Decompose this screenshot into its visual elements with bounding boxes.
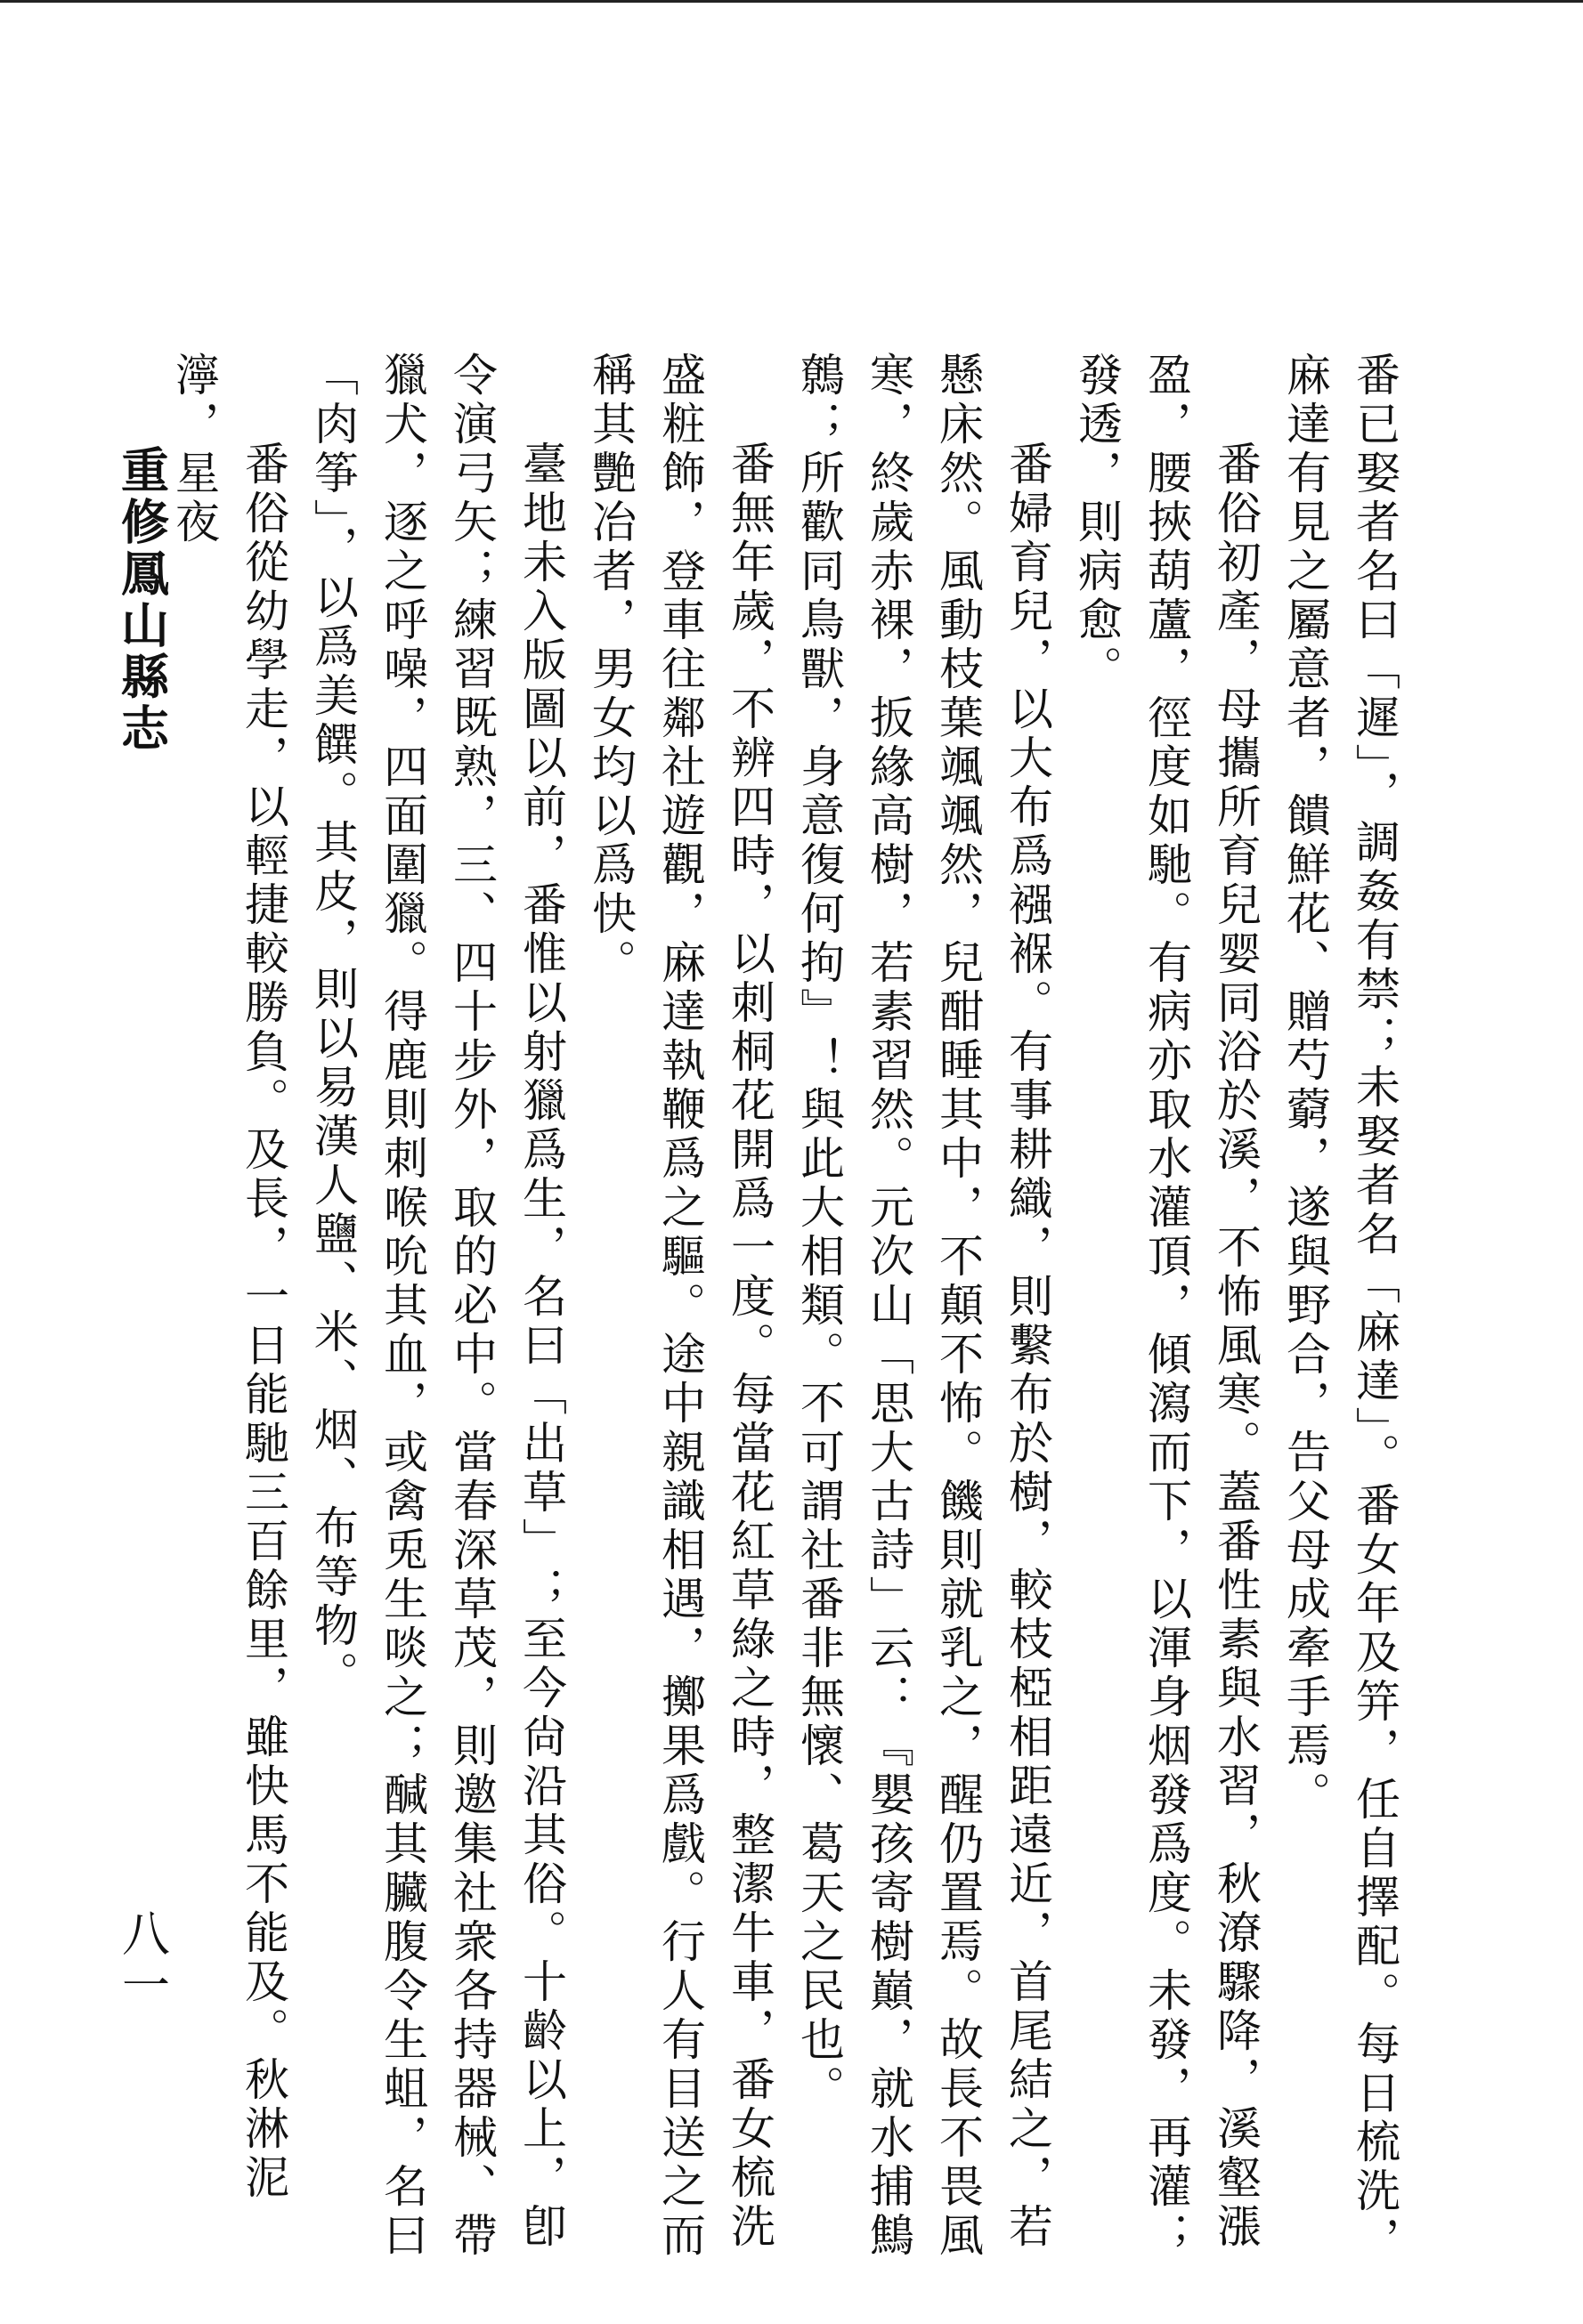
book-title: 重修鳳山縣志 (113, 445, 171, 755)
paragraph: 番俗初產，母攜所育兒婴同浴於溪，不怖風寒。蓋番性素與水習，秋潦驟降，溪壑漲盈，腰挾葫蘆，徑度如馳。有病亦取水灌頂，傾瀉而下，以渾身烟發爲度。未發，再灌；發透，則病愈。 (1071, 352, 1262, 2261)
main-text (159, 352, 1409, 2265)
paragraph: 番已娶者名曰「遲」，調姦有禁；未娶者名「麻達」。番女年及笄，任自擇配。每日梳洗，麻達有見之屬意者，饋鮮花、贈芍藭，遂與野合，告父母成牽手焉。 (1279, 352, 1400, 2265)
top-rule (0, 0, 1583, 3)
paragraph: 番無年歲，不辨四時，以刺桐花開爲一度。每當花紅草綠之時，整潔牛車，番女梳洗盛粧飾，登車往鄰社遊觀，麻達執鞭爲之驅。途中親識相遇，擲果爲戲。行人有目送之而稱其艷冶者，男女均以爲快。 (585, 352, 775, 2261)
page-number: 八一 (114, 1908, 171, 2012)
paragraph: 番俗從幼學走，以輕捷較勝負。及長，一日能馳三百餘里，雖快馬不能及。秋淋泥濘，星夜 (168, 352, 289, 2203)
paragraph: 番婦育兒，以大布爲襁褓。有事耕織，則繫布於樹，較枝椏相距遠近，首尾結之，若懸床然。風動枝葉颯颯然，兒酣睡其中，不顛不怖。饑則就乳之，醒仍置焉。故長不畏風寒，終歲赤裸，扳緣高樹，若素習然。元次山「思大古詩」云：『嬰孩寄樹巔，就水捕鷦鷯；所歡同鳥獸，身意復何拘』！與此大相類。不可謂社番非無懷、葛天之民也。 (793, 352, 1053, 2261)
paragraph: 臺地未入版圖以前，番惟以射獵爲生，名曰「出草」；至今尙沿其俗。十齡以上，卽令演弓矢；練習既熟，三、四十步外，取的必中。當春深草茂，則邀集社衆各持器械、帶獵犬，逐之呼噪，四面圍獵。得鹿則刺喉吮其血，或禽兎生啖之；醎其臟腹令生蛆，名曰「肉筝」，以爲美饌。其皮，則以易漢人鹽、米、烟、布等物。 (307, 352, 567, 2261)
page-footer (107, 445, 178, 2012)
